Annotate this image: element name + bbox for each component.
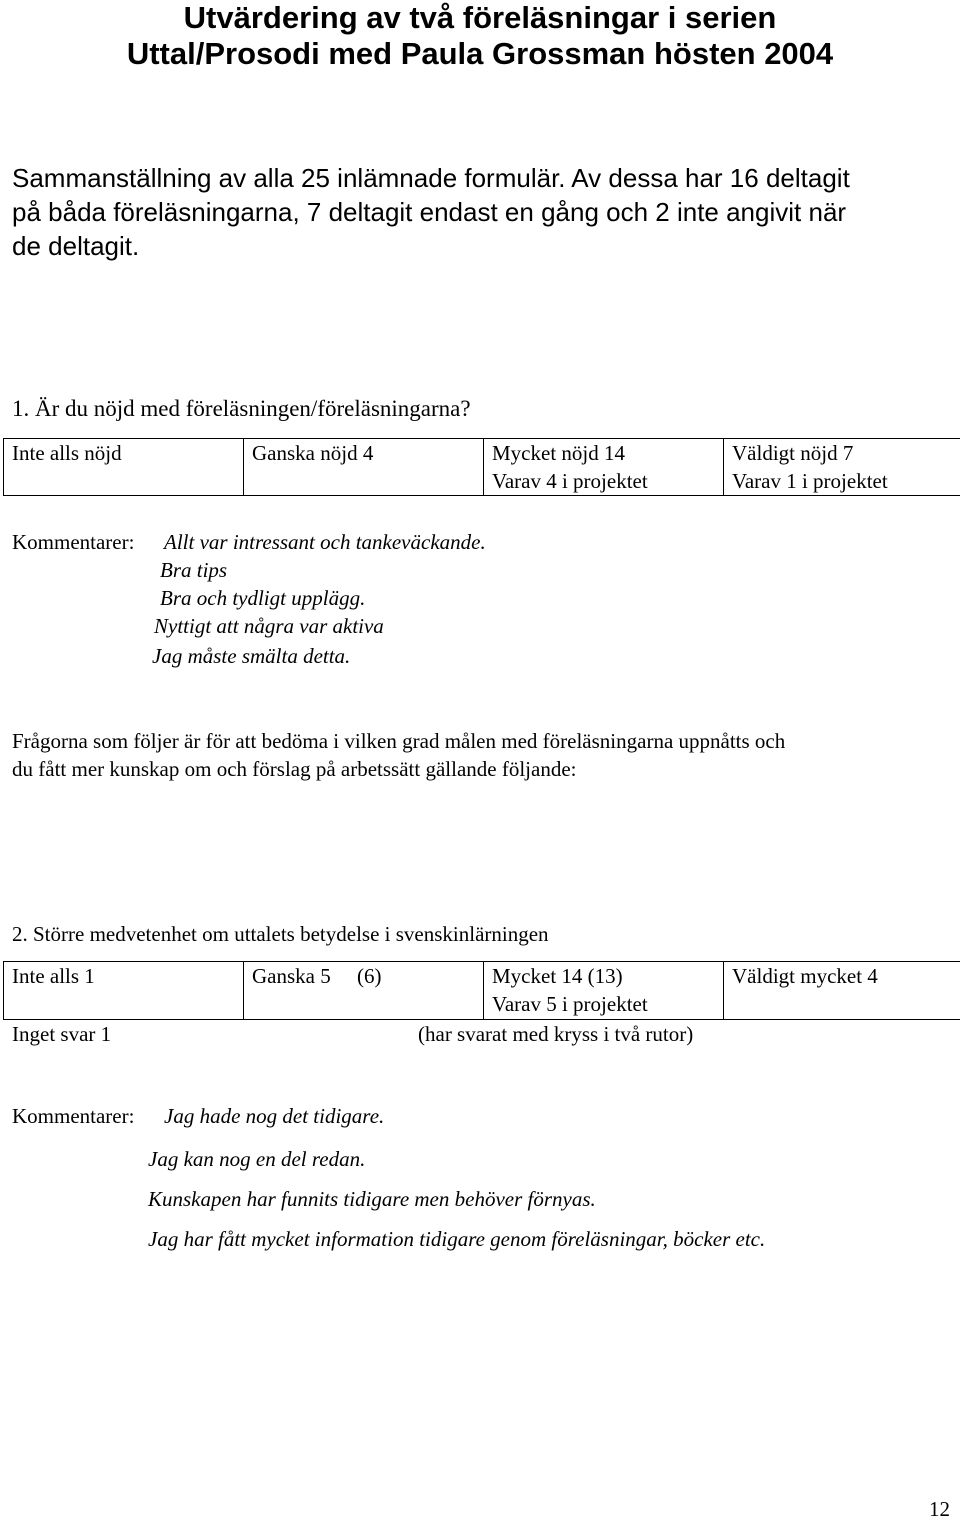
q2-note: (har svarat med kryss i två rutor) — [418, 1022, 694, 1046]
intro-paragraph — [12, 161, 850, 263]
q1-comment-3: Bra och tydligt upplägg. — [160, 586, 366, 610]
title-line-1: Utvärdering av två föreläsningar i serien — [183, 0, 777, 35]
q1-comment-2: Bra tips — [160, 558, 228, 582]
q2-cell-not-at-all: Inte alls 1 — [4, 962, 244, 1020]
q1-comment-1: Allt var intressant och tankeväckande. — [164, 530, 486, 554]
q1-comments-label: Kommentarer: — [12, 530, 135, 554]
question-1-heading: 1. Är du nöjd med föreläsningen/föreläsningarna? — [12, 396, 471, 421]
q1-cell-extremely-satisfied: Väldigt nöjd 7 Varav 1 i projektet — [724, 439, 960, 496]
q2-comment-1: Jag hade nog det tidigare. — [164, 1104, 385, 1128]
interlude-line-1: Frågorna som följer är för att bedöma i vilken grad målen med föreläsningarna uppnåtts och — [12, 729, 786, 753]
question-2-table — [3, 961, 960, 1020]
interlude-paragraph — [12, 727, 785, 783]
q2-comment-2: Jag kan nog en del redan. — [148, 1147, 366, 1171]
question-2-heading: 2. Större medvetenhet om uttalets betydelse i svenskinlärningen — [12, 922, 549, 946]
q1-comment-4: Nyttigt att några var aktiva — [154, 614, 384, 638]
q2-comment-4: Jag har fått mycket information tidigare genom föreläsningar, böcker etc. — [148, 1227, 766, 1251]
q2-comment-3: Kunskapen har funnits tidigare men behöver förnyas. — [148, 1187, 596, 1211]
q1-cell-very-satisfied: Mycket nöjd 14 Varav 4 i projektet — [484, 439, 724, 496]
q2-comments-label: Kommentarer: — [12, 1104, 135, 1128]
q1-cell-not-satisfied: Inte alls nöjd — [4, 439, 244, 496]
q1-comment-5: Jag måste smälta detta. — [152, 644, 351, 668]
table-row — [4, 962, 960, 1020]
intro-line-1: Sammanställning av alla 25 inlämnade formulär. Av dessa har 16 deltagit — [12, 163, 850, 193]
q2-cell-fairly: Ganska 5 (6) — [244, 962, 484, 1020]
table-row — [4, 439, 960, 496]
page-number: 12 — [929, 1497, 950, 1521]
q1-cell-fairly-satisfied: Ganska nöjd 4 — [244, 439, 484, 496]
q2-cell-extremely: Väldigt mycket 4 — [724, 962, 960, 1020]
interlude-line-2: du fått mer kunskap om och förslag på arbetssätt gällande följande: — [12, 757, 577, 781]
intro-line-3: de deltagit. — [12, 231, 140, 261]
title-line-2: Uttal/Prosodi med Paula Grossman hösten 2004 — [126, 36, 834, 71]
document-title — [0, 0, 960, 72]
question-1-table — [3, 438, 960, 496]
q2-no-answer: Inget svar 1 — [12, 1022, 112, 1046]
intro-line-2: på båda föreläsningarna, 7 deltagit endast en gång och 2 inte angivit när — [12, 197, 847, 227]
q2-cell-very: Mycket 14 (13) Varav 5 i projektet — [484, 962, 724, 1020]
